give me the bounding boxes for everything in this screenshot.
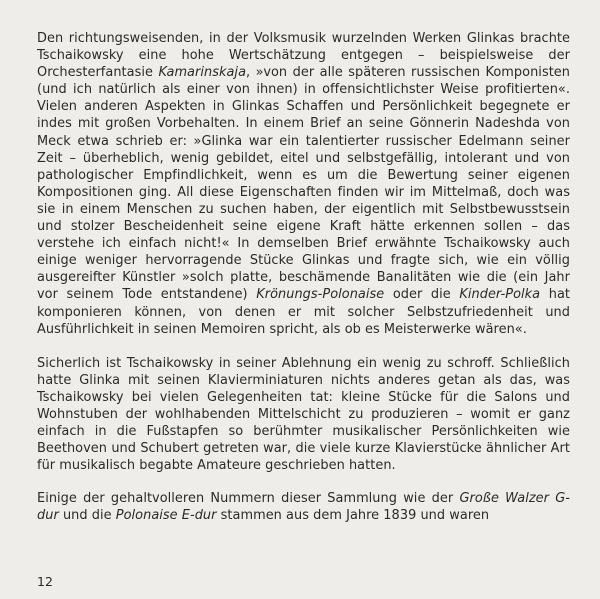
italic-title: Große Walzer G-dur (37, 491, 570, 524)
text-run: hat komponieren können, von denen er mit solcher Selbstzufriedenheit und Ausführlichkeit in seinen Memoiren spricht, als ob es Meisterwerke wären«. (37, 287, 570, 337)
text-run: , »von der alle späteren russischen Komponisten (und ich natürlich als einer von ihnen) in offensichtlichster Weise profitierten«. Vielen anderen Aspekten in Glinkas Schaffen und Persönlichkeit begegnete er indes mit großen Vorbehalten. In einem Brief an seine Gönnerin Nadeshda von Meck etwa schrieb er: »Glinka war ein talentierter russischer Edelmann seiner Zeit – überheblich, wenig gebildet, eitel und selbstgefällig, intolerant und von pathologischer Empfindlichkeit, wenn es um die Bewertung seiner eigenen Kompositionen ging. All diese Eigenschaften finden wir im Mittelmaß, doch was sie in einem Menschen zu suchen haben, der eigentlich mit Selbstbewusstsein und stolzer Bescheidenheit seine eigene Kraft hätte erkennen sollen – das verstehe ich einfach nicht!« In demselben Brief erwähnte Tschaikowsky auch einige weniger hervorragende Stücke Glinkas und fragte sich, wie ein völlig ausgereifter Künstler »solch platte, beschämende Banalitäten wie die (ein Jahr vor seinem Tode entstandene) (37, 65, 571, 303)
page-number: 12 (37, 574, 53, 589)
italic-title: Kamarinskaja (158, 65, 247, 81)
italic-title: Kinder-Polka (459, 287, 541, 303)
italic-title: Krönungs-Polonaise (256, 287, 385, 303)
paragraph (37, 30, 570, 338)
paragraph (37, 355, 570, 475)
text-run: und die (58, 508, 116, 524)
text-run: Den richtungsweisenden, in der Volksmusik wurzelnden Werken Glinkas brachte Tschaikowsky eine hohe Wertschätzung entgegen – beispielsweise der Orchesterfantasie (37, 31, 570, 81)
text-run: oder die (384, 287, 460, 303)
paragraph (37, 490, 570, 524)
text-run: Einige der gehaltvolleren Nummern dieser Sammlung wie der (37, 491, 460, 507)
italic-title: Polonaise E-dur (115, 508, 217, 524)
text-run: stammen aus dem Jahre 1839 und waren (216, 508, 490, 524)
text-run: Sicherlich ist Tschaikowsky in seiner Ablehnung ein wenig zu schroff. Schließlich hatte Glinka mit seinen Klavierminiaturen nichts anderes getan als das, was Tschaikowsky bei vielen Gelegenheiten tat: kleine Stücke für die Salons und Wohnstuben der wohlhabenden Mittelschicht zu produzieren – womit er ganz einfach in die Fußstapfen so berühmter musikalischer Persönlichkeiten wie Beethoven und Schubert getreten war, die viele kurze Klavierstücke ähnlicher Art für musikalisch begabte Amateure geschrieben hatten. (37, 355, 570, 474)
